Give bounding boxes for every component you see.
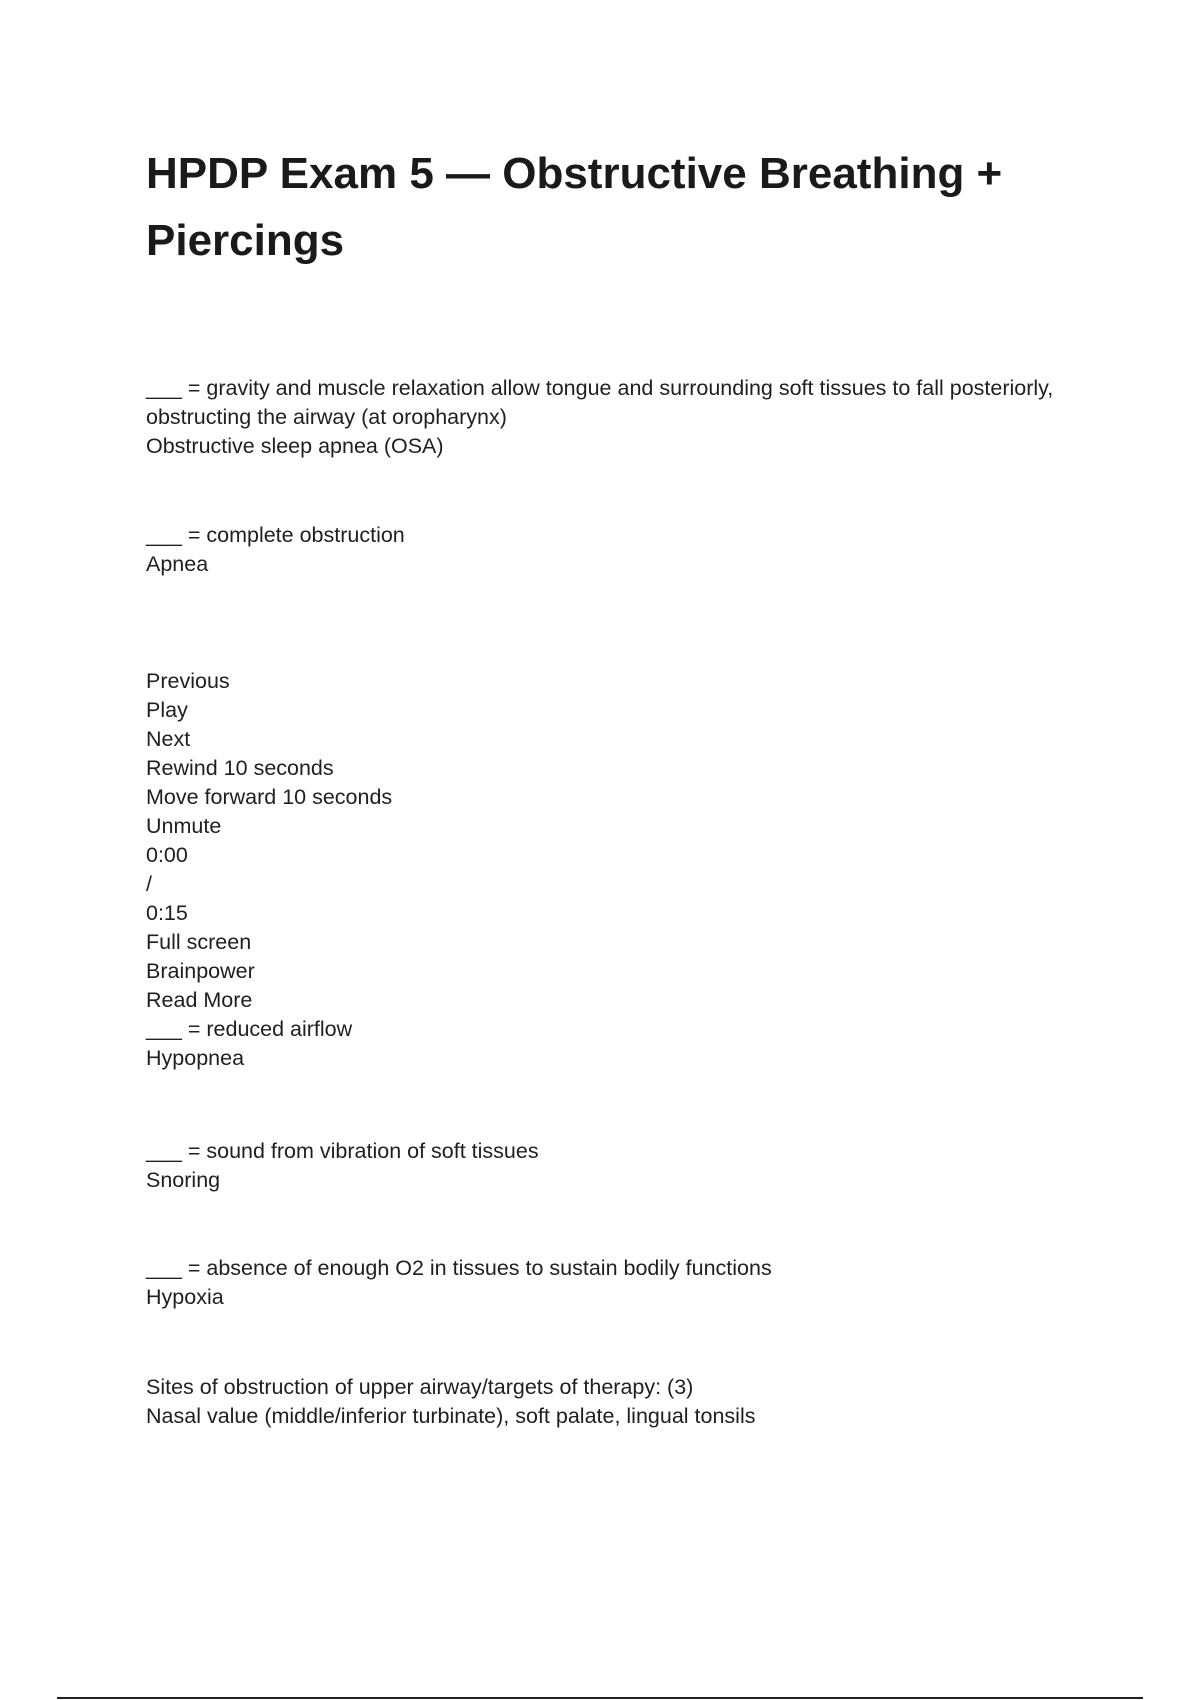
card-definition: Hypopnea xyxy=(146,1046,245,1070)
flashcard-6 xyxy=(146,1373,1106,1431)
duration: 0:15 xyxy=(146,901,188,925)
card-term: ___ = gravity and muscle relaxation allow tongue and surrounding soft tissues to fall posteriorly, obstructing the airway (at oropharynx) xyxy=(146,376,1060,429)
time-separator: / xyxy=(146,872,152,896)
card-definition: Snoring xyxy=(146,1168,221,1192)
play-button[interactable]: Play xyxy=(146,698,188,722)
footer-divider xyxy=(57,1697,1143,1699)
fullscreen-button[interactable]: Full screen xyxy=(146,930,252,954)
unmute-button[interactable]: Unmute xyxy=(146,814,222,838)
card-definition: Apnea xyxy=(146,552,209,576)
page-title: HPDP Exam 5 — Obstructive Breathing + Piercings xyxy=(146,149,1003,265)
card-term: ___ = sound from vibration of soft tissues xyxy=(146,1139,539,1163)
brand-link[interactable]: Brainpower xyxy=(146,959,255,983)
forward-button[interactable]: Move forward 10 seconds xyxy=(146,785,393,809)
card-term: ___ = complete obstruction xyxy=(146,523,405,547)
flashcard-5 xyxy=(146,1254,1106,1312)
read-more-link[interactable]: Read More xyxy=(146,988,253,1012)
rewind-button[interactable]: Rewind 10 seconds xyxy=(146,756,334,780)
card-term: ___ = absence of enough O2 in tissues to sustain bodily functions xyxy=(146,1256,772,1280)
card-term: Sites of obstruction of upper airway/targets of therapy: (3) xyxy=(146,1375,694,1399)
media-player-and-card-3 xyxy=(146,667,1106,1073)
next-button[interactable]: Next xyxy=(146,727,191,751)
flashcard-4 xyxy=(146,1137,1106,1195)
card-definition: Obstructive sleep apnea (OSA) xyxy=(146,434,444,458)
card-definition: Hypoxia xyxy=(146,1285,224,1309)
flashcard-2 xyxy=(146,521,1106,579)
card-definition: Nasal value (middle/inferior turbinate), soft palate, lingual tonsils xyxy=(146,1404,756,1428)
current-time: 0:00 xyxy=(146,843,188,867)
card-term: ___ = reduced airflow xyxy=(146,1017,353,1041)
flashcard-1 xyxy=(146,374,1106,461)
previous-button[interactable]: Previous xyxy=(146,669,230,693)
